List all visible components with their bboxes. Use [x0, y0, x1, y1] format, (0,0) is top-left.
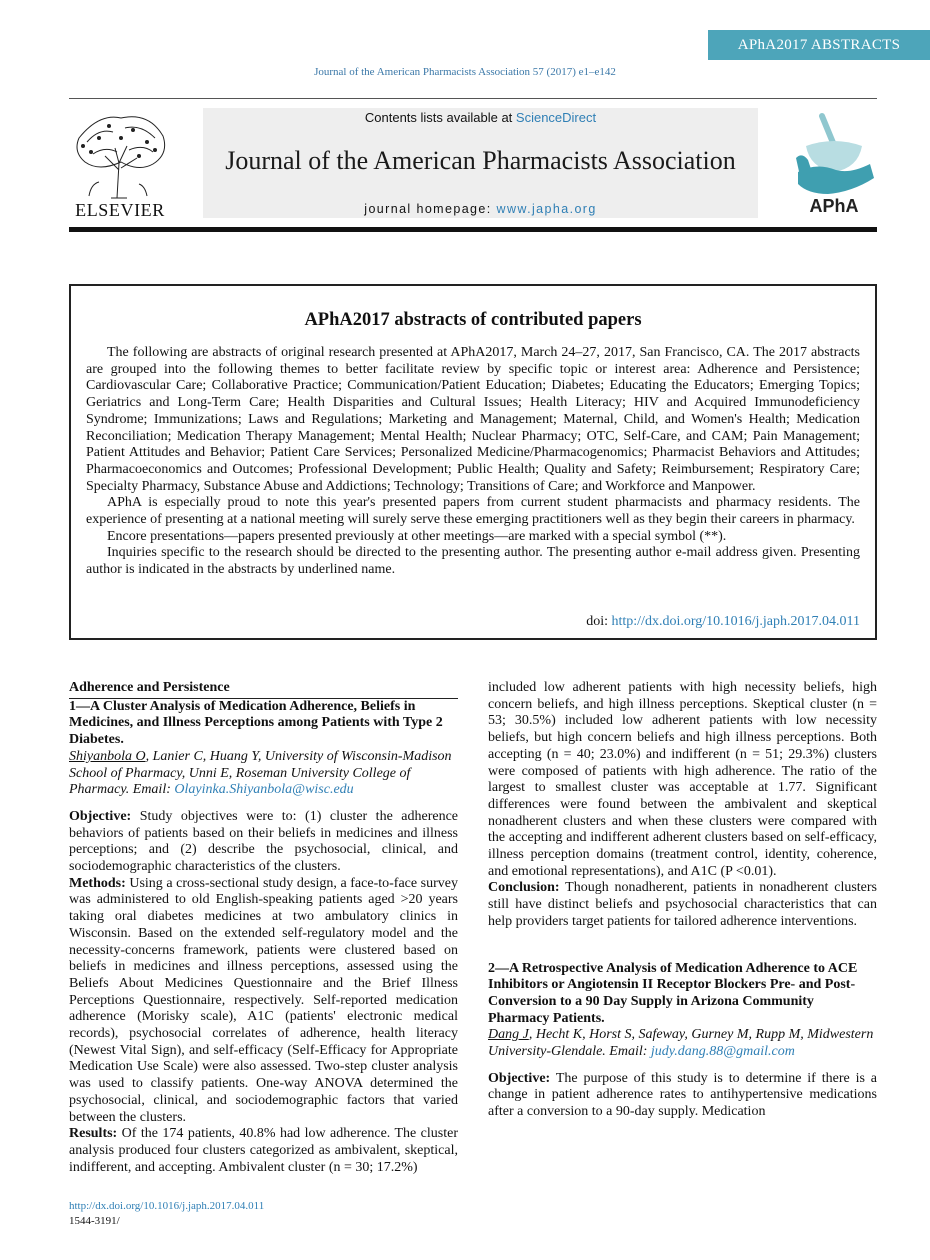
contents-line: [203, 110, 758, 125]
intro-doi: [586, 614, 860, 630]
contents-prefix: Contents lists available at: [364, 110, 516, 125]
abstract1-objective: [69, 809, 458, 876]
intro-box: [69, 284, 877, 640]
abstract2-email-link[interactable]: judy.dang.88@gmail.com: [650, 1044, 795, 1060]
sciencedirect-link[interactable]: ScienceDirect: [515, 110, 597, 125]
abstract1-conclusion: [488, 880, 877, 930]
spacer: [488, 931, 877, 961]
header-thick-divider: [69, 227, 877, 232]
header-divider: [69, 98, 877, 99]
abstract1-email-link[interactable]: Olayinka.Shiyanbola@wisc.edu: [174, 782, 354, 798]
abstract1-title: 1—A Cluster Analysis of Medication Adherence, Beliefs in Medicines, and Illness Perceptions among Patients with Type 2 Diabetes.: [69, 698, 443, 748]
abstract1-authors-rest: , Lanier C, Huang Y, University of Wisconsin-Madison School of Pharmacy, Unni E, Roseman University College of Pharmacy. Email:: [69, 748, 452, 798]
objective-label: Objective:: [488, 1070, 551, 1086]
homepage-prefix: journal homepage:: [364, 202, 497, 216]
abstract2-presenting-author: Dang J: [488, 1027, 529, 1043]
objective-text: The purpose of this study is to determine if there is a change in patient adherence rates to antihypertensive medications after a conversion to a 90-day supply. Medication: [488, 1070, 877, 1120]
left-column: [69, 680, 458, 1176]
doi-link[interactable]: http://dx.doi.org/10.1016/j.japh.2017.04.011: [611, 614, 860, 629]
section-heading: Adherence and Persistence: [69, 680, 458, 699]
journal-citation[interactable]: Journal of the American Pharmacists Association 57 (2017) e1–e142: [314, 66, 616, 78]
intro-title: APhA2017 abstracts of contributed papers: [304, 310, 642, 330]
page-footer: [69, 1199, 264, 1229]
spacer: [488, 1061, 877, 1071]
abstract1-authors: [69, 749, 458, 799]
abstract1-methods: [69, 876, 458, 1127]
intro-paragraph-2: APhA is especially proud to note this year's presented papers from current student pharmacists and pharmacy residents. The experience of presenting at a national meeting will surely serve these emerging practitioners well as they begin their careers in pharmacy.: [86, 495, 860, 528]
intro-body: [86, 345, 860, 579]
footer-issn: 1544-3191/: [69, 1215, 120, 1227]
methods-label: Methods:: [69, 875, 126, 891]
society-logo-text: APhA: [809, 196, 859, 216]
section-tag: APhA2017 ABSTRACTS: [708, 30, 930, 60]
results-label: Results:: [69, 1126, 118, 1142]
methods-text: Using a cross-sectional study design, a face-to-face survey was administered to old English-speaking patients aged >20 years taking oral diabetes medicines at two ambulatory clinics in Wisconsin. Based on the extended self-regulatory model and the necessity-concerns framework, patients were clustered based on beliefs in medicines and illness perceptions, assessed using the Beliefs About Medicines Questionnaire and the Brief Illness Perceptions Questionnaire, respectively. Self-reported medication adherence (Morisky scale), A1C (patients' electronic medical records), psychosocial correlates of adherence, health literacy (Newest Vital Sign), and self-efficacy (Self-Efficacy for Appropriate Medication Use Scale) were also assessed. Two-step cluster analysis was used to classify patients. One-way ANOVA determined the psychosocial, clinical, and sociodemographic factors that varied between the clusters.: [69, 875, 458, 1125]
objective-text: Study objectives were to: (1) cluster the adherence behaviors of patients based on their beliefs in medicines and illness perceptions; and (2) describe the psychosocial, clinical, and sociodemographic characteristics of the clusters.: [69, 808, 458, 875]
conclusion-label: Conclusion:: [488, 880, 560, 896]
journal-homepage: [203, 202, 758, 216]
intro-paragraph-3: Encore presentations—papers presented previously at other meetings—are marked with a special symbol (**).: [107, 528, 727, 544]
spacer: [69, 799, 458, 809]
doi-label: doi:: [586, 614, 612, 629]
apha-mortar-pestle-icon: [792, 112, 876, 202]
abstract1-results-left: [69, 1126, 458, 1176]
abstract2-objective: [488, 1071, 877, 1121]
conclusion-text: Though nonadherent, patients in nonadherent clusters still have distinct beliefs and psychosocial characteristics that can help providers target patients for tailored adherence interventions.: [488, 880, 877, 929]
publisher-name: ELSEVIER: [75, 200, 165, 220]
results-text: Of the 174 patients, 40.8% had low adherence. The cluster analysis produced four clusters categorized as ambivalent, skeptical, indifferent, and accepting. Ambivalent cluster (n = 30; 17.2%): [69, 1126, 458, 1175]
abstract2-authors-rest: , Hecht K, Horst S, Safeway, Gurney M, Rupp M, Midwestern University-Glendale. Email:: [488, 1027, 874, 1060]
intro-paragraph-1: The following are abstracts of original research presented at APhA2017, March 24–27, 2017, San Francisco, CA. The 2017 abstracts are grouped into the following themes to better facilitate review by specific topic or interest area: Adherence and Persistence; Cardiovascular Care; Collaborative Practice; Communication/Patient Education; Diabetes; Educating the Educators; Emerging Topics; Geriatrics and Long-Term Care; Health Disparities and Cultural Issues; Health Literacy; HIV and Acquired Immunodeficiency Syndrome; Immunizations; Laws and Regulations; Marketing and Management; Maternal, Child, and Women's Health; Medication Reconciliation; Medication Therapy Management; Mental Health; Nuclear Pharmacy; OTC, Self-Care, and CAM; Pain Management; Patient Attitudes and Behavior; Patient Care Services; Personalized Medicine/Pharmacogenomics; Pharmacist Behaviors and Attitudes; Pharmacoeconomics and Outcomes; Professional Development; Public Health; Quality and Safety; Reimbursement; Respiratory Care; Specialty Pharmacy, Substance Abuse and Addictions; Technology; Transitions of Care; and Workforce and Manpower.: [86, 345, 860, 494]
abstract2-authors: [488, 1027, 877, 1060]
right-column: [488, 680, 877, 1121]
footer-doi-link[interactable]: http://dx.doi.org/10.1016/j.japh.2017.04.011: [69, 1200, 265, 1212]
homepage-link[interactable]: www.japha.org: [496, 202, 597, 216]
abstract2-title: 2—A Retrospective Analysis of Medication Adherence to ACE Inhibitors or Angiotensin II Receptor Blockers Pre- and Post-Conversion to a 90 Day Supply in Arizona Community Pharmacy Patients.: [488, 960, 858, 1026]
intro-paragraph-4: Inquiries specific to the research should be directed to the presenting author. The presenting author e-mail address given. Presenting author is indicated in the abstracts by underlined name.: [86, 545, 860, 578]
objective-label: Objective:: [69, 808, 132, 824]
abstract1-results-continued: included low adherent patients with high necessity beliefs, high concern beliefs, and high illness perceptions. Skeptical cluster (n = 53; 30.5%) included low adherent patients with low necessity beliefs, but high concern beliefs and high illness perceptions. Both accepting (n = 40; 23.0%) and indifferent (n = 51; 29.3%) clusters were composed of patients with high adherence. The ratio of the largest to smallest cluster was acceptable at 1.77. Significant differences were found between the ambivalent and skeptical nonadherent clusters and when these clusters were compared with the accepting and indifferent adherent clusters based on self-efficacy, illness perception domains (treatment control, identity, coherence, and emotional representations), and A1C (P <0.01).: [488, 680, 877, 879]
abstract1-presenting-author: Shiyanbola O: [69, 748, 146, 764]
journal-title: Journal of the American Pharmacists Association: [225, 146, 736, 175]
